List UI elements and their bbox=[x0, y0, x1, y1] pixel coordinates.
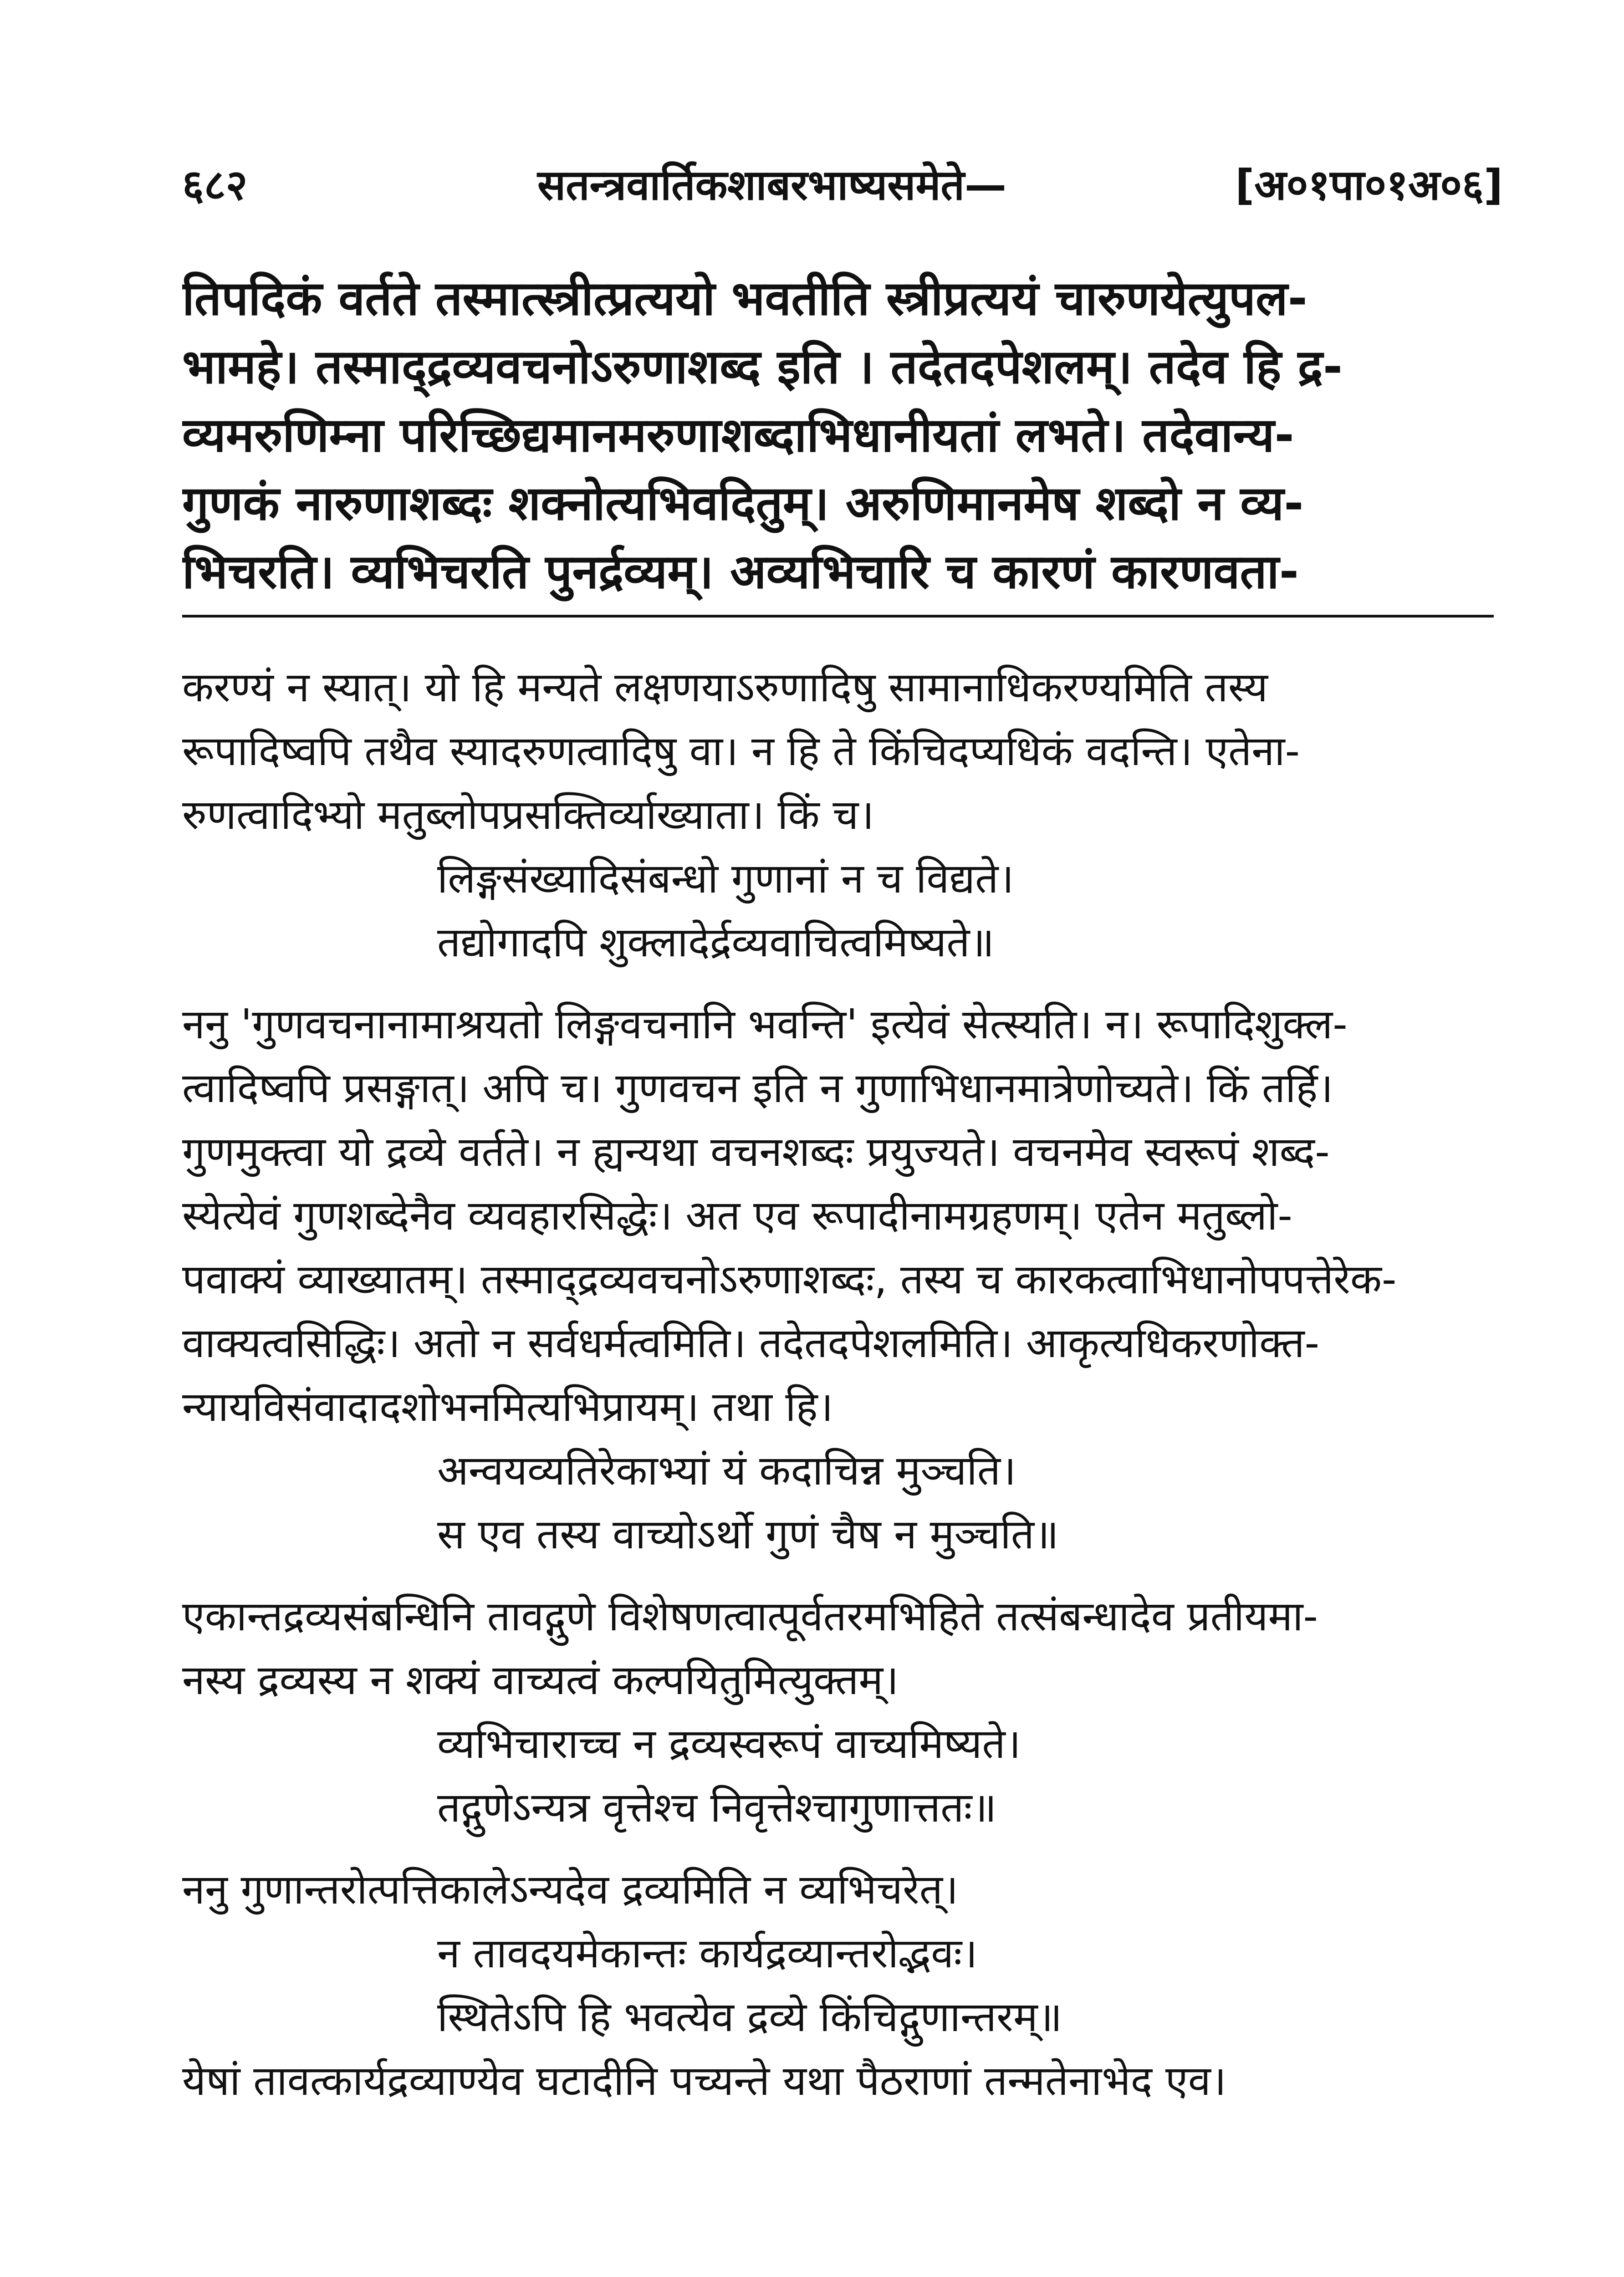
verse-line: अन्वयव्यतिरेकाभ्यां यं कदाचिन्न मुञ्चति। bbox=[437, 1447, 1016, 1495]
page-header bbox=[182, 155, 1503, 223]
verse-line: व्यभिचाराच्च न द्रव्यस्वरूपं वाच्यमिष्यते। bbox=[437, 1720, 1021, 1768]
section-divider bbox=[182, 615, 1494, 618]
commentary-line: वाक्यत्वसिद्धिः। अतो न सर्वधर्मत्वमिति। तदेतदपेशलमिति। आकृत्यधिकरणोक्त- bbox=[182, 1319, 1320, 1367]
commentary-line: करण्यं न स्यात्। यो हि मन्यते लक्षणयाऽरुणादिषु सामानाधिकरण्यमिति तस्य bbox=[182, 664, 1268, 711]
commentary-line bbox=[182, 1567, 1494, 1585]
commentary-line: एकान्तद्रव्यसंबन्धिनि तावद्गुणे विशेषणत्वात्पूर्वतरमभिहिते तत्संबन्धादेव प्रतीयमा- bbox=[182, 1593, 1318, 1640]
text-line: गुणकं नारुणाशब्दः शक्नोत्यभिवदितुम्। अरुणिमानमेष शब्दो न व्य- bbox=[182, 475, 1304, 531]
commentary-line: रुणत्वादिभ्यो मतुब्लोपप्रसक्तिर्व्याख्याता। किं च। bbox=[182, 791, 874, 839]
text-line: तिपदिकं वर्तते तस्मात्स्त्रीत्प्रत्ययो भवतीति स्त्रीप्रत्ययं चारुणयेत्युपल- bbox=[182, 271, 1307, 326]
commentary-line: स्येत्येवं गुणशब्देनैव व्यवहारसिद्धेः। अत एव रूपादीनामग्रहणम्। एतेन मतुब्लो- bbox=[182, 1192, 1292, 1240]
commentary-line: नस्य द्रव्यस्य न शक्यं वाच्यत्वं कल्पयितुमित्युक्तम्। bbox=[182, 1656, 899, 1704]
verse-line: स्थितेऽपि हि भवत्येव द्रव्ये किंचिद्गुणान्तरम्॥ bbox=[437, 1993, 1062, 2041]
commentary-line bbox=[182, 1840, 1494, 1858]
commentary-line: त्वादिष्वपि प्रसङ्गात्। अपि च। गुणवचन इति न गुणाभिधानमात्रेणोच्यते। किं तर्हि। bbox=[182, 1064, 1333, 1112]
verse-line: तद्योगादपि शुक्लादेर्द्रव्यवाचित्वमिष्यते॥ bbox=[437, 919, 995, 966]
section-locator: [अ०१पा०१अ०६] bbox=[1235, 161, 1503, 209]
commentary-line: न्यायविसंवादादशोभनमित्यभिप्रायम्। तथा हि। bbox=[182, 1383, 833, 1431]
commentary-line bbox=[182, 975, 1494, 993]
verse-line: न तावदयमेकान्तः कार्यद्रव्यान्तरोद्भवः। bbox=[437, 1930, 978, 1977]
commentary-line: रूपादिष्वपि तथैव स्यादरुणत्वादिषु वा। न हि ते किंचिदप्यधिकं वदन्ति। एतेना- bbox=[182, 727, 1300, 775]
commentary-line: गुणमुक्त्वा यो द्रव्ये वर्तते। न ह्यन्यथा वचनशब्दः प्रयुज्यते। वचनमेव स्वरूपं शब्द- bbox=[182, 1128, 1330, 1176]
commentary-line: येषां तावत्कार्यद्रव्याण्येव घटादीनि पच्यन्ते यथा पैठराणां तन्मतेनाभेद एव। bbox=[182, 2057, 1226, 2105]
bhashya-text bbox=[182, 264, 1494, 606]
text-line: व्यमरुणिम्ना परिच्छिद्यमानमरुणाशब्दाभिधानीयतां लभते। तदेवान्य- bbox=[182, 407, 1294, 463]
commentary-line: ननु 'गुणवचनानामाश्रयतो लिङ्गवचनानि भवन्ति' इत्येवं सेत्स्यति। न। रूपादिशुक्ल- bbox=[182, 1001, 1348, 1048]
commentary-line: पवाक्यं व्याख्यातम्। तस्माद्द्रव्यवचनोऽरुणाशब्दः, तस्य च कारकत्वाभिधानोपपत्तेरेक- bbox=[182, 1256, 1397, 1303]
text-line: भिचरति। व्यभिचरति पुनर्द्रव्यम्। अव्यभिचारि च कारणं कारणवता- bbox=[182, 544, 1299, 599]
text-line: भामहे। तस्माद्द्रव्यवचनोऽरुणाशब्द इति । तदेतदपेशलम्। तदेव हि द्र- bbox=[182, 339, 1343, 394]
page-number: ६८२ bbox=[182, 161, 248, 209]
verse-line: तद्गुणेऽन्यत्र वृत्तेश्च निवृत्तेश्चागुणात्ततः॥ bbox=[437, 1784, 997, 1832]
verse-line: लिङ्गसंख्यादिसंबन्धो गुणानां न च विद्यते। bbox=[437, 855, 1014, 903]
commentary-line: ननु गुणान्तरोत्पत्तिकालेऽन्यदेव द्रव्यमिति न व्यभिचरेत्। bbox=[182, 1866, 959, 1914]
verse-line: स एव तस्य वाच्योऽर्थो गुणं चैष न मुञ्चति॥ bbox=[437, 1511, 1059, 1558]
running-title: सतन्त्रवार्तिकशाबरभाष्यसमेते— bbox=[537, 161, 1006, 209]
vartika-commentary bbox=[182, 656, 1494, 2113]
